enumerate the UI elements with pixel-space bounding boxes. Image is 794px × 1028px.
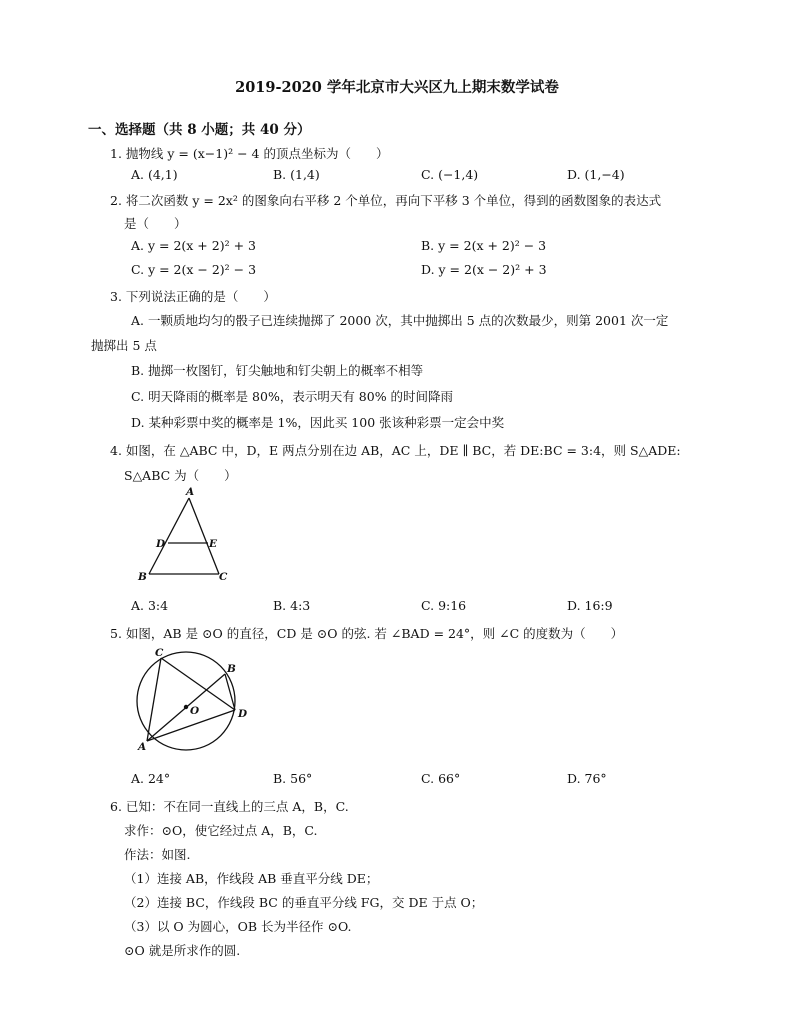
side-ab (149, 498, 189, 574)
question-6-line5: （2）连接 BC，作线段 BC 的垂直平分线 FG，交 DE 于点 O； (124, 895, 484, 910)
question-2-stem-line2: 是（ ） (124, 216, 187, 231)
label-point-c: C (155, 647, 164, 659)
q4-option-c: C. 9:16 (421, 598, 467, 613)
chord-ac (147, 658, 161, 741)
q5-option-c: C. 66° (421, 771, 461, 786)
label-point-d: D (238, 708, 248, 720)
label-point-b: B (227, 663, 236, 675)
center-point-o (184, 705, 188, 709)
q2-option-a: A. y = 2(x + 2)² + 3 (131, 238, 256, 253)
q5-option-a: A. 24° (131, 771, 171, 786)
label-point-a: A (138, 741, 147, 753)
question-6-line1: 6. 已知：不在同一直线上的三点 A，B，C. (110, 799, 349, 814)
section-heading: 一、选择题（共 8 小题；共 40 分） (88, 122, 311, 138)
question-6-line4: （1）连接 AB，作线段 AB 垂直平分线 DE； (124, 871, 379, 886)
q4-option-d: D. 16:9 (567, 598, 613, 613)
q3-option-c: C. 明天降雨的概率是 80%，表示明天有 80% 的时间降雨 (131, 389, 454, 404)
question-4-stem-line2: S△ABC 为（ ） (124, 468, 237, 483)
question-6-line3: 作法：如图. (124, 847, 191, 862)
q2-option-d: D. y = 2(x − 2)² + 3 (421, 262, 547, 277)
q1-option-a: A. (4,1) (131, 167, 178, 182)
q1-option-b: B. (1,4) (273, 167, 320, 182)
label-point-e: E (209, 538, 218, 550)
question-2-stem-line1: 2. 将二次函数 y = 2x² 的图象向右平移 2 个单位，再向下平移 3 个单位，得到的函数图象的表达式 (110, 193, 662, 208)
q3-option-b: B. 抛掷一枚图钉，钉尖触地和钉尖朝上的概率不相等 (131, 363, 424, 378)
q3-option-a-line2: 抛掷出 5 点 (91, 338, 157, 353)
side-ac (189, 498, 219, 574)
label-point-c: C (219, 571, 228, 583)
question-3-stem: 3. 下列说法正确的是（ ） (110, 289, 276, 304)
label-point-d: D (156, 538, 166, 550)
q1-option-c: C. (−1,4) (421, 167, 479, 182)
question-4-stem-line1: 4. 如图，在 △ABC 中，D，E 两点分别在边 AB，AC 上，DE ∥ BC，若 DE:BC = 3:4，则 S△ADE: (110, 443, 681, 458)
q2-option-b: B. y = 2(x + 2)² − 3 (421, 238, 547, 253)
question-6-line6: （3）以 O 为圆心，OB 长为半径作 ⊙O. (124, 919, 352, 934)
label-point-o: O (190, 705, 200, 717)
q3-option-a-line1: A. 一颗质地均匀的骰子已连续抛掷了 2000 次，其中抛掷出 5 点的次数最少，则第 2001 次一定 (131, 313, 669, 328)
question-6-line7: ⊙O 就是所求作的圆. (124, 943, 241, 958)
label-point-a: A (186, 486, 195, 498)
q1-option-d: D. (1,−4) (567, 167, 625, 182)
q4-option-b: B. 4:3 (273, 598, 311, 613)
question-1-stem: 1. 抛物线 y = (x−1)² − 4 的顶点坐标为（ ） (110, 146, 389, 161)
circle-figure (128, 645, 258, 755)
page-title: 2019-2020 学年北京市大兴区九上期末数学试卷 (235, 79, 559, 96)
q5-option-b: B. 56° (273, 771, 313, 786)
circle-o (137, 652, 235, 750)
q3-option-d: D. 某种彩票中奖的概率是 1%，因此买 100 张该种彩票一定会中奖 (131, 415, 505, 430)
chord-cd (161, 658, 235, 710)
q2-option-c: C. y = 2(x − 2)² − 3 (131, 262, 257, 277)
question-5-stem: 5. 如图，AB 是 ⊙O 的直径，CD 是 ⊙O 的弦. 若 ∠BAD = 24°，则 ∠C 的度数为（ ） (110, 626, 624, 641)
question-6-line2: 求作：⊙O，使它经过点 A，B，C. (124, 823, 318, 838)
q4-option-a: A. 3:4 (131, 598, 169, 613)
q5-option-d: D. 76° (567, 771, 607, 786)
label-point-b: B (138, 571, 147, 583)
triangle-figure (130, 485, 240, 585)
